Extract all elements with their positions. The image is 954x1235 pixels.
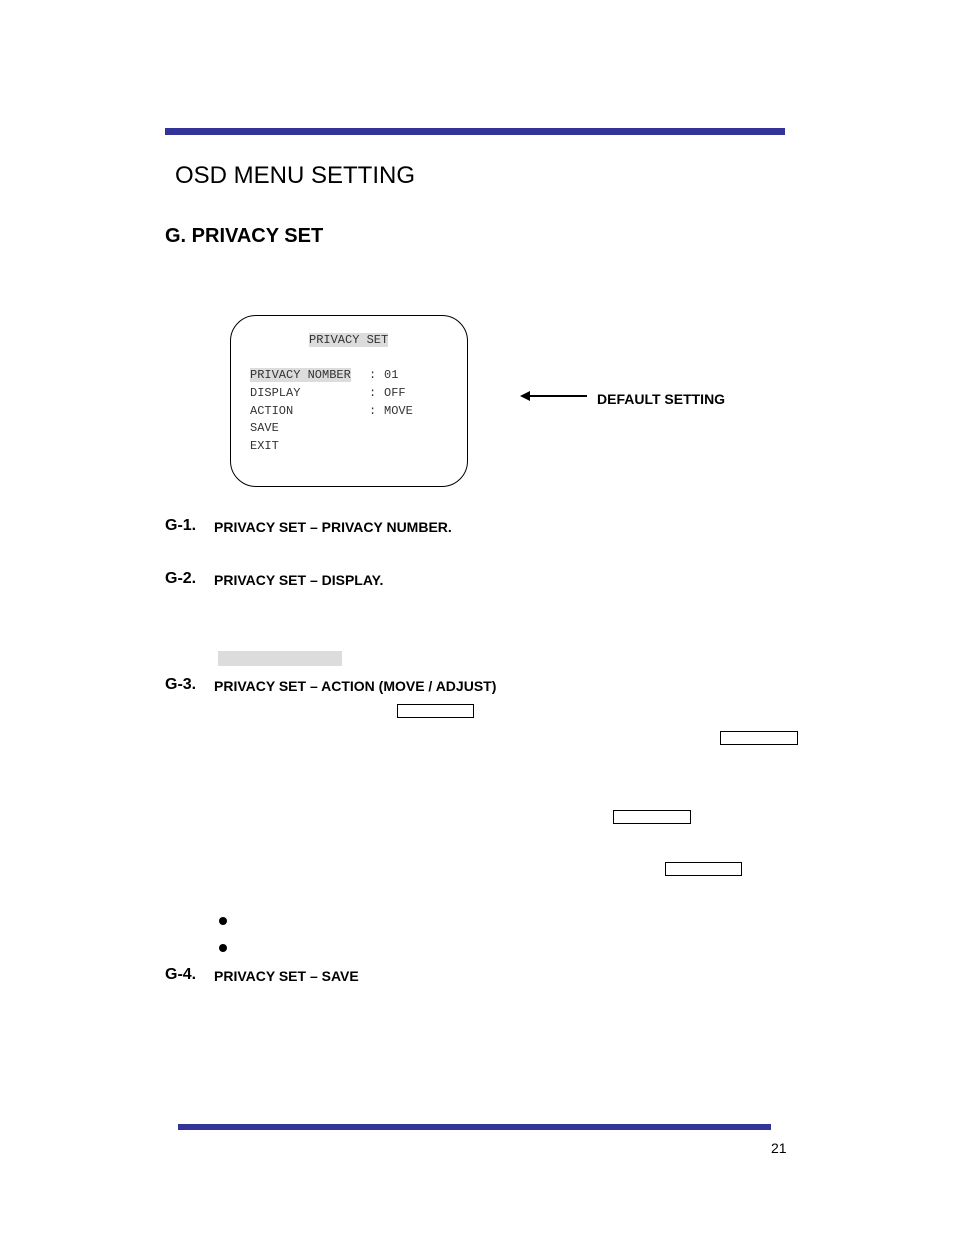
key-box [397,704,474,718]
osd-row-label: PRIVACY NOMBER [250,368,351,382]
section-label: PRIVACY SET – DISPLAY. [214,572,384,588]
section-g2 [165,570,384,588]
bottom-rule [178,1124,771,1130]
section-g1 [165,517,452,535]
section-number: G-4. [165,966,197,983]
section-g4 [165,966,359,984]
osd-row-label: EXIT [250,439,279,453]
section-heading: G. PRIVACY SET [165,225,324,247]
osd-menu-header: PRIVACY SET [309,333,389,347]
page-title: OSD MENU SETTING [175,162,416,189]
default-setting-label: DEFAULT SETTING [597,391,726,407]
section-label: PRIVACY SET – PRIVACY NUMBER. [214,519,452,535]
osd-row-value: OFF [384,386,406,400]
osd-row-sep: : [369,368,377,382]
top-rule [165,128,785,135]
osd-row-value: 01 [384,368,399,382]
osd-row-sep: : [369,404,377,418]
osd-row-label: ACTION [250,404,294,418]
left-arrow-icon [520,388,590,404]
key-box [665,862,742,876]
section-number: G-3. [165,676,197,693]
bullet-icon [219,944,227,952]
key-box [720,731,798,745]
section-label: PRIVACY SET – ACTION (MOVE / ADJUST) [214,678,497,694]
section-label: PRIVACY SET – SAVE [214,968,359,984]
highlight-bar [218,651,342,666]
key-box [613,810,691,824]
osd-row-sep: : [369,386,377,400]
section-g3 [165,676,497,694]
osd-row-value: MOVE [384,404,413,418]
osd-row-label: SAVE [250,421,279,435]
osd-row-label: DISPLAY [250,386,301,400]
osd-menu-screen [230,315,468,487]
section-number: G-2. [165,570,197,587]
bullet-icon [219,917,227,925]
page-number: 21 [771,1140,787,1156]
section-number: G-1. [165,517,197,534]
